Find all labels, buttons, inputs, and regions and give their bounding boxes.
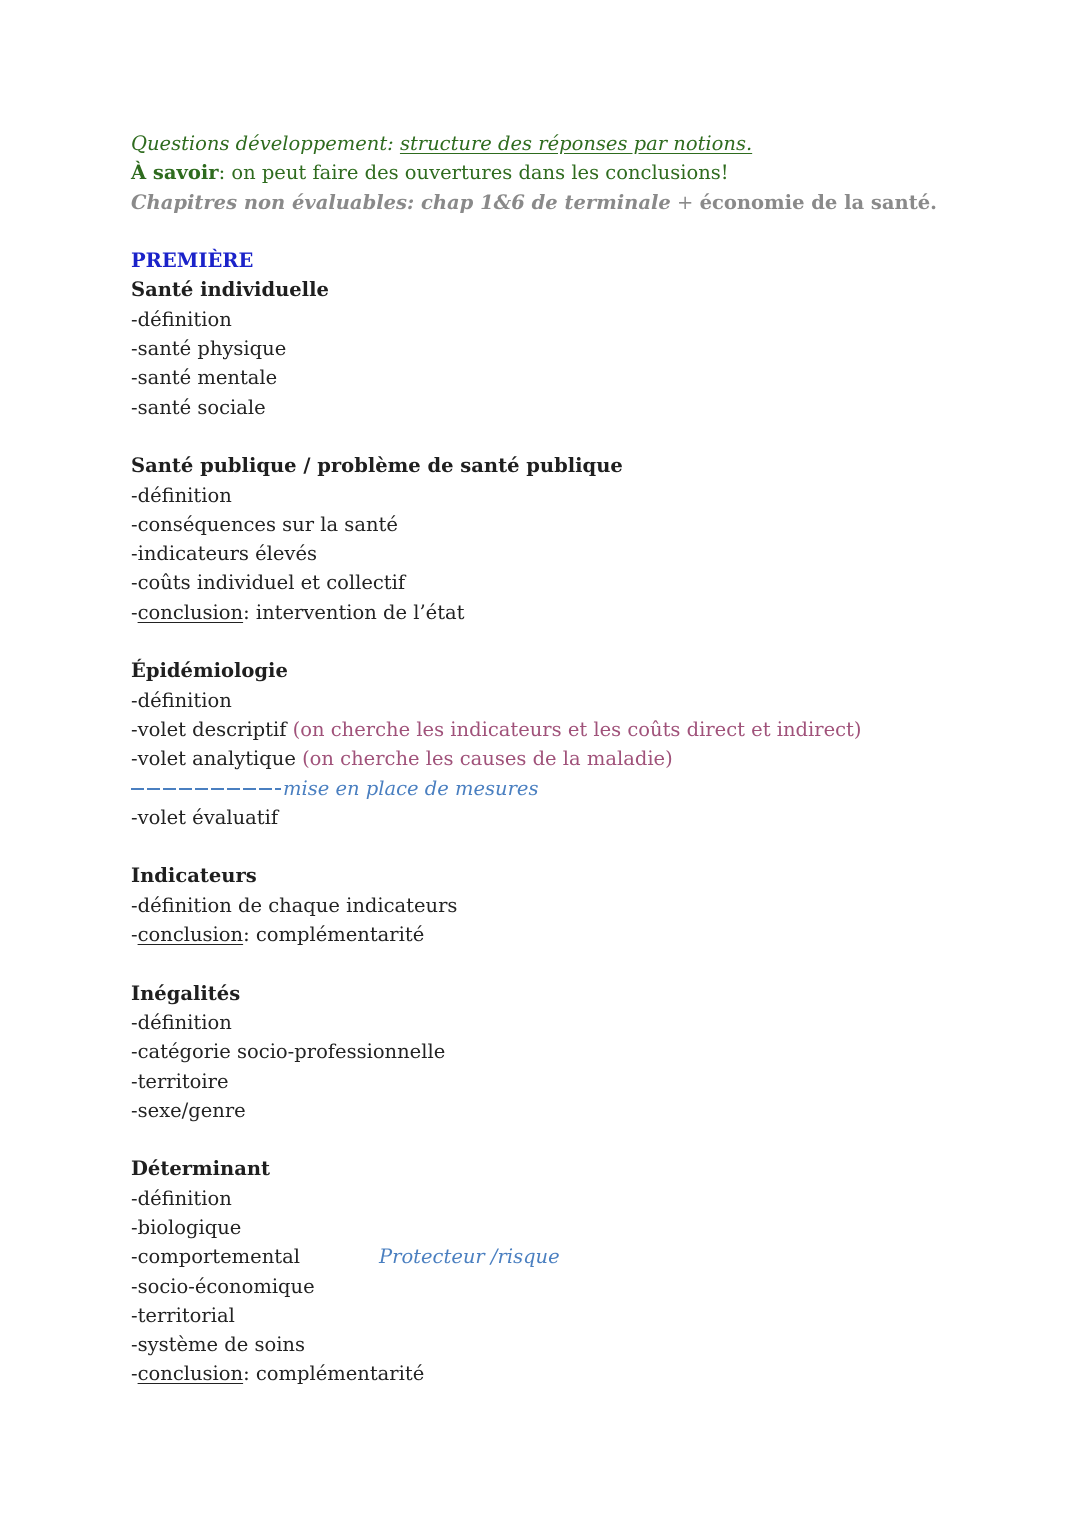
- conclusion-label: conclusion: [137, 600, 244, 624]
- level-title: PREMIÈRE: [131, 249, 254, 273]
- list-item: -sexe/genre: [131, 1098, 246, 1122]
- section-title-inegalites: Inégalités: [131, 981, 241, 1005]
- list-item: [131, 744, 1031, 773]
- list-item: -territorial: [131, 1303, 235, 1327]
- section-title-sante-publique: Santé publique / problème de santé publique: [131, 454, 623, 478]
- list-item: [131, 1242, 1031, 1271]
- list-item: -volet évaluatif: [131, 805, 279, 829]
- section-title-determinant: Déterminant: [131, 1157, 271, 1181]
- savoir-label: À savoir: [131, 161, 219, 185]
- list-item: -définition: [131, 1010, 232, 1034]
- conclusion-line: [131, 920, 1031, 949]
- list-item: -santé sociale: [131, 395, 266, 419]
- chapitres-end: économie de la santé.: [699, 190, 937, 214]
- savoir-text: : on peut faire des ouvertures dans les conclusions!: [218, 161, 729, 185]
- list-item: -socio-économique: [131, 1274, 315, 1298]
- item-note: (on cherche les causes de la maladie): [295, 747, 673, 771]
- list-item: -définition: [131, 307, 232, 331]
- document-page: [131, 129, 1031, 1389]
- conclusion-label: conclusion: [137, 923, 244, 947]
- conclusion-dash: -: [131, 923, 138, 947]
- list-item: -indicateurs élevés: [131, 542, 317, 566]
- conclusion-dash: -: [131, 600, 138, 624]
- conclusion-line: [131, 598, 1031, 627]
- conclusion-label: conclusion: [137, 1362, 244, 1386]
- chapitres-plus: +: [670, 190, 700, 214]
- list-item: -biologique: [131, 1215, 242, 1239]
- list-item: -système de soins: [131, 1333, 305, 1357]
- chapitres-label: Chapitres non évaluables: chap 1&6 de terminale: [131, 190, 671, 214]
- conclusion-line: [131, 1359, 1031, 1388]
- list-item: -territoire: [131, 1069, 229, 1093]
- item-text: -volet descriptif: [131, 717, 287, 741]
- list-item: -définition: [131, 483, 232, 507]
- conclusion-dash: -: [131, 1362, 138, 1386]
- conclusion-text: : intervention de l’état: [243, 600, 465, 624]
- list-item: -définition de chaque indicateurs: [131, 893, 458, 917]
- list-item: -coûts individuel et collectif: [131, 571, 406, 595]
- item-note: (on cherche les indicateurs et les coûts direct et indirect): [286, 717, 862, 741]
- side-note-protecteur-risque: Protecteur /risque: [379, 1245, 560, 1269]
- list-item: -définition: [131, 1186, 232, 1210]
- dashed-arrow-line: [131, 788, 281, 790]
- questions-label: Questions développement:: [131, 132, 400, 155]
- item-text: -comportemental: [131, 1245, 300, 1269]
- list-item: -santé mentale: [131, 366, 278, 390]
- intro-savoir-line: [131, 158, 1031, 187]
- section-title-sante-individuelle: Santé individuelle: [131, 278, 329, 302]
- intro-questions-line: [131, 129, 1031, 158]
- questions-link-text: structure des réponses par notions.: [399, 132, 753, 155]
- intro-chapitres-line: [131, 188, 1031, 217]
- list-item: -définition: [131, 688, 232, 712]
- item-text: -volet analytique: [131, 747, 296, 771]
- measures-note: mise en place de mesures: [283, 776, 539, 800]
- list-item: [131, 715, 1031, 744]
- list-item: -santé physique: [131, 337, 287, 361]
- list-item: -catégorie socio-professionnelle: [131, 1040, 446, 1064]
- measures-line: [131, 774, 1031, 803]
- conclusion-text: : complémentarité: [243, 923, 425, 947]
- section-title-indicateurs: Indicateurs: [131, 864, 257, 888]
- list-item: -conséquences sur la santé: [131, 512, 398, 536]
- section-title-epidemiologie: Épidémiologie: [131, 659, 288, 683]
- conclusion-text: : complémentarité: [243, 1362, 425, 1386]
